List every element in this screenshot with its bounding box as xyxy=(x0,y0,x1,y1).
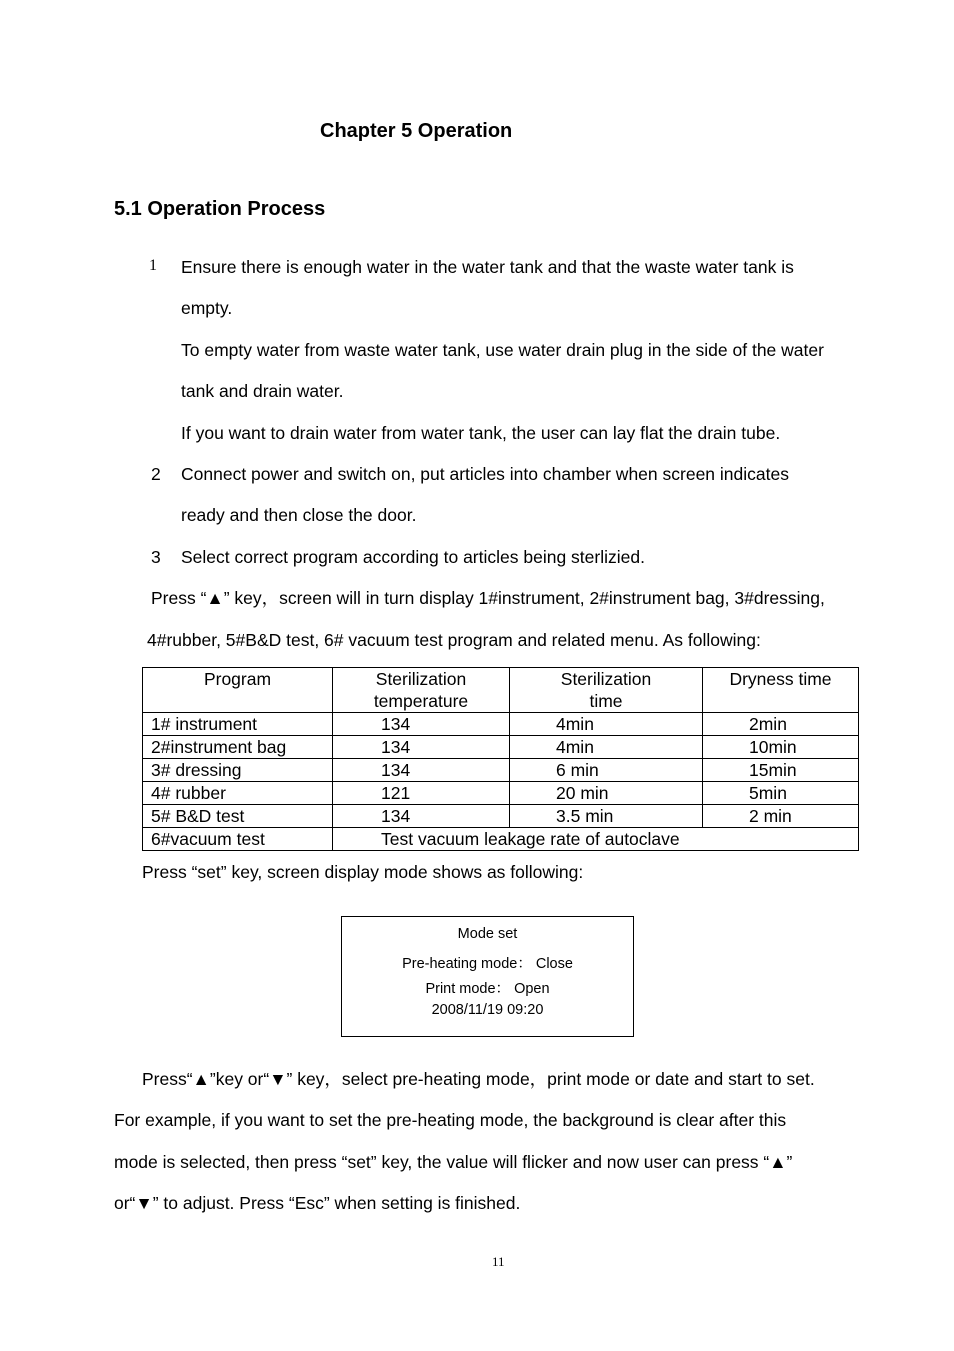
cell-dryness: 15min xyxy=(703,759,859,782)
step-1-line-5: If you want to drain water from water tank, the user can lay flat the drain tube. xyxy=(181,423,781,443)
closing-line-1: Press“▲”key or“▼” key，select pre-heating mode，print mode or date and start to set. xyxy=(142,1069,815,1089)
step-3-line-1: Select correct program according to articles being sterlizied. xyxy=(181,547,645,567)
table-header-row xyxy=(143,668,859,713)
cell-time: 4min xyxy=(510,713,703,736)
cell-time: 3.5 min xyxy=(510,805,703,828)
cell-dryness: 2min xyxy=(703,713,859,736)
closing-line-4: or“▼” to adjust. Press “Esc” when setting is finished. xyxy=(114,1193,521,1213)
chapter-title: Chapter 5 Operation xyxy=(320,120,513,142)
cell-temperature: 134 xyxy=(333,736,510,759)
table-row xyxy=(143,782,859,805)
header-time xyxy=(510,668,703,713)
preheating-mode-line: Pre-heating mode： Close xyxy=(402,956,573,972)
step-1-line-2: empty. xyxy=(181,298,233,318)
step-1-line-4: tank and drain water. xyxy=(181,381,344,401)
step-2-line-1: Connect power and switch on, put articles into chamber when screen indicates xyxy=(181,464,789,484)
program-table xyxy=(142,667,859,851)
table-row xyxy=(143,805,859,828)
cell-dryness: 10min xyxy=(703,736,859,759)
table-row xyxy=(143,828,859,851)
cell-temperature: 121 xyxy=(333,782,510,805)
cell-program: 1# instrument xyxy=(143,713,333,736)
step-2-number: 2 xyxy=(151,464,161,484)
mode-set-screen xyxy=(341,916,634,1037)
step-3-number: 3 xyxy=(151,547,161,567)
cell-dryness: 5min xyxy=(703,782,859,805)
table-row xyxy=(143,759,859,782)
press-up-line-2: 4#rubber, 5#B&D test, 6# vacuum test program and related menu. As following: xyxy=(147,630,761,650)
header-temperature-line-1: Sterilization xyxy=(375,669,467,689)
header-dryness xyxy=(703,668,859,713)
press-set-text: Press “set” key, screen display mode shows as following: xyxy=(142,862,584,882)
header-temperature xyxy=(333,668,510,713)
page-number: 11 xyxy=(492,1254,505,1269)
cell-program: 5# B&D test xyxy=(143,805,333,828)
header-temperature-line-2: temperature xyxy=(373,691,469,711)
step-1-line-3: To empty water from waste water tank, use water drain plug in the side of the water xyxy=(181,340,824,360)
datetime-line: 2008/11/19 09:20 xyxy=(431,1002,544,1018)
header-program xyxy=(143,668,333,713)
table-row xyxy=(143,736,859,759)
cell-time: 4min xyxy=(510,736,703,759)
header-dryness-text: Dryness time xyxy=(729,669,832,689)
cell-temperature: 134 xyxy=(333,759,510,782)
print-mode-line: Print mode： Open xyxy=(425,981,550,997)
cell-program: 3# dressing xyxy=(143,759,333,782)
table-row xyxy=(143,713,859,736)
step-2-line-2: ready and then close the door. xyxy=(181,505,417,525)
mode-set-title: Mode set xyxy=(457,926,518,942)
cell-time: 20 min xyxy=(510,782,703,805)
cell-program: 4# rubber xyxy=(143,782,333,805)
header-time-line-2: time xyxy=(589,691,623,711)
closing-line-2: For example, if you want to set the pre-heating mode, the background is clear after this xyxy=(114,1110,787,1130)
step-1-line-1: Ensure there is enough water in the water tank and that the waste water tank is xyxy=(181,257,794,277)
step-1-number: 1 xyxy=(149,257,157,274)
press-up-line-1: Press “▲” key，screen will in turn display 1#instrument, 2#instrument bag, 3#dressing, xyxy=(151,588,825,608)
section-title: 5.1 Operation Process xyxy=(114,198,326,220)
cell-temperature: 134 xyxy=(333,713,510,736)
cell-program: 6#vacuum test xyxy=(143,828,333,851)
cell-time: 6 min xyxy=(510,759,703,782)
cell-program: 2#instrument bag xyxy=(143,736,333,759)
closing-line-3: mode is selected, then press “set” key, the value will flicker and now user can press “▲” xyxy=(114,1152,793,1172)
header-time-line-1: Sterilization xyxy=(560,669,652,689)
cell-temperature: 134 xyxy=(333,805,510,828)
cell-vacuum-description: Test vacuum leakage rate of autoclave xyxy=(333,828,859,851)
header-program-text: Program xyxy=(203,669,272,689)
cell-dryness: 2 min xyxy=(703,805,859,828)
